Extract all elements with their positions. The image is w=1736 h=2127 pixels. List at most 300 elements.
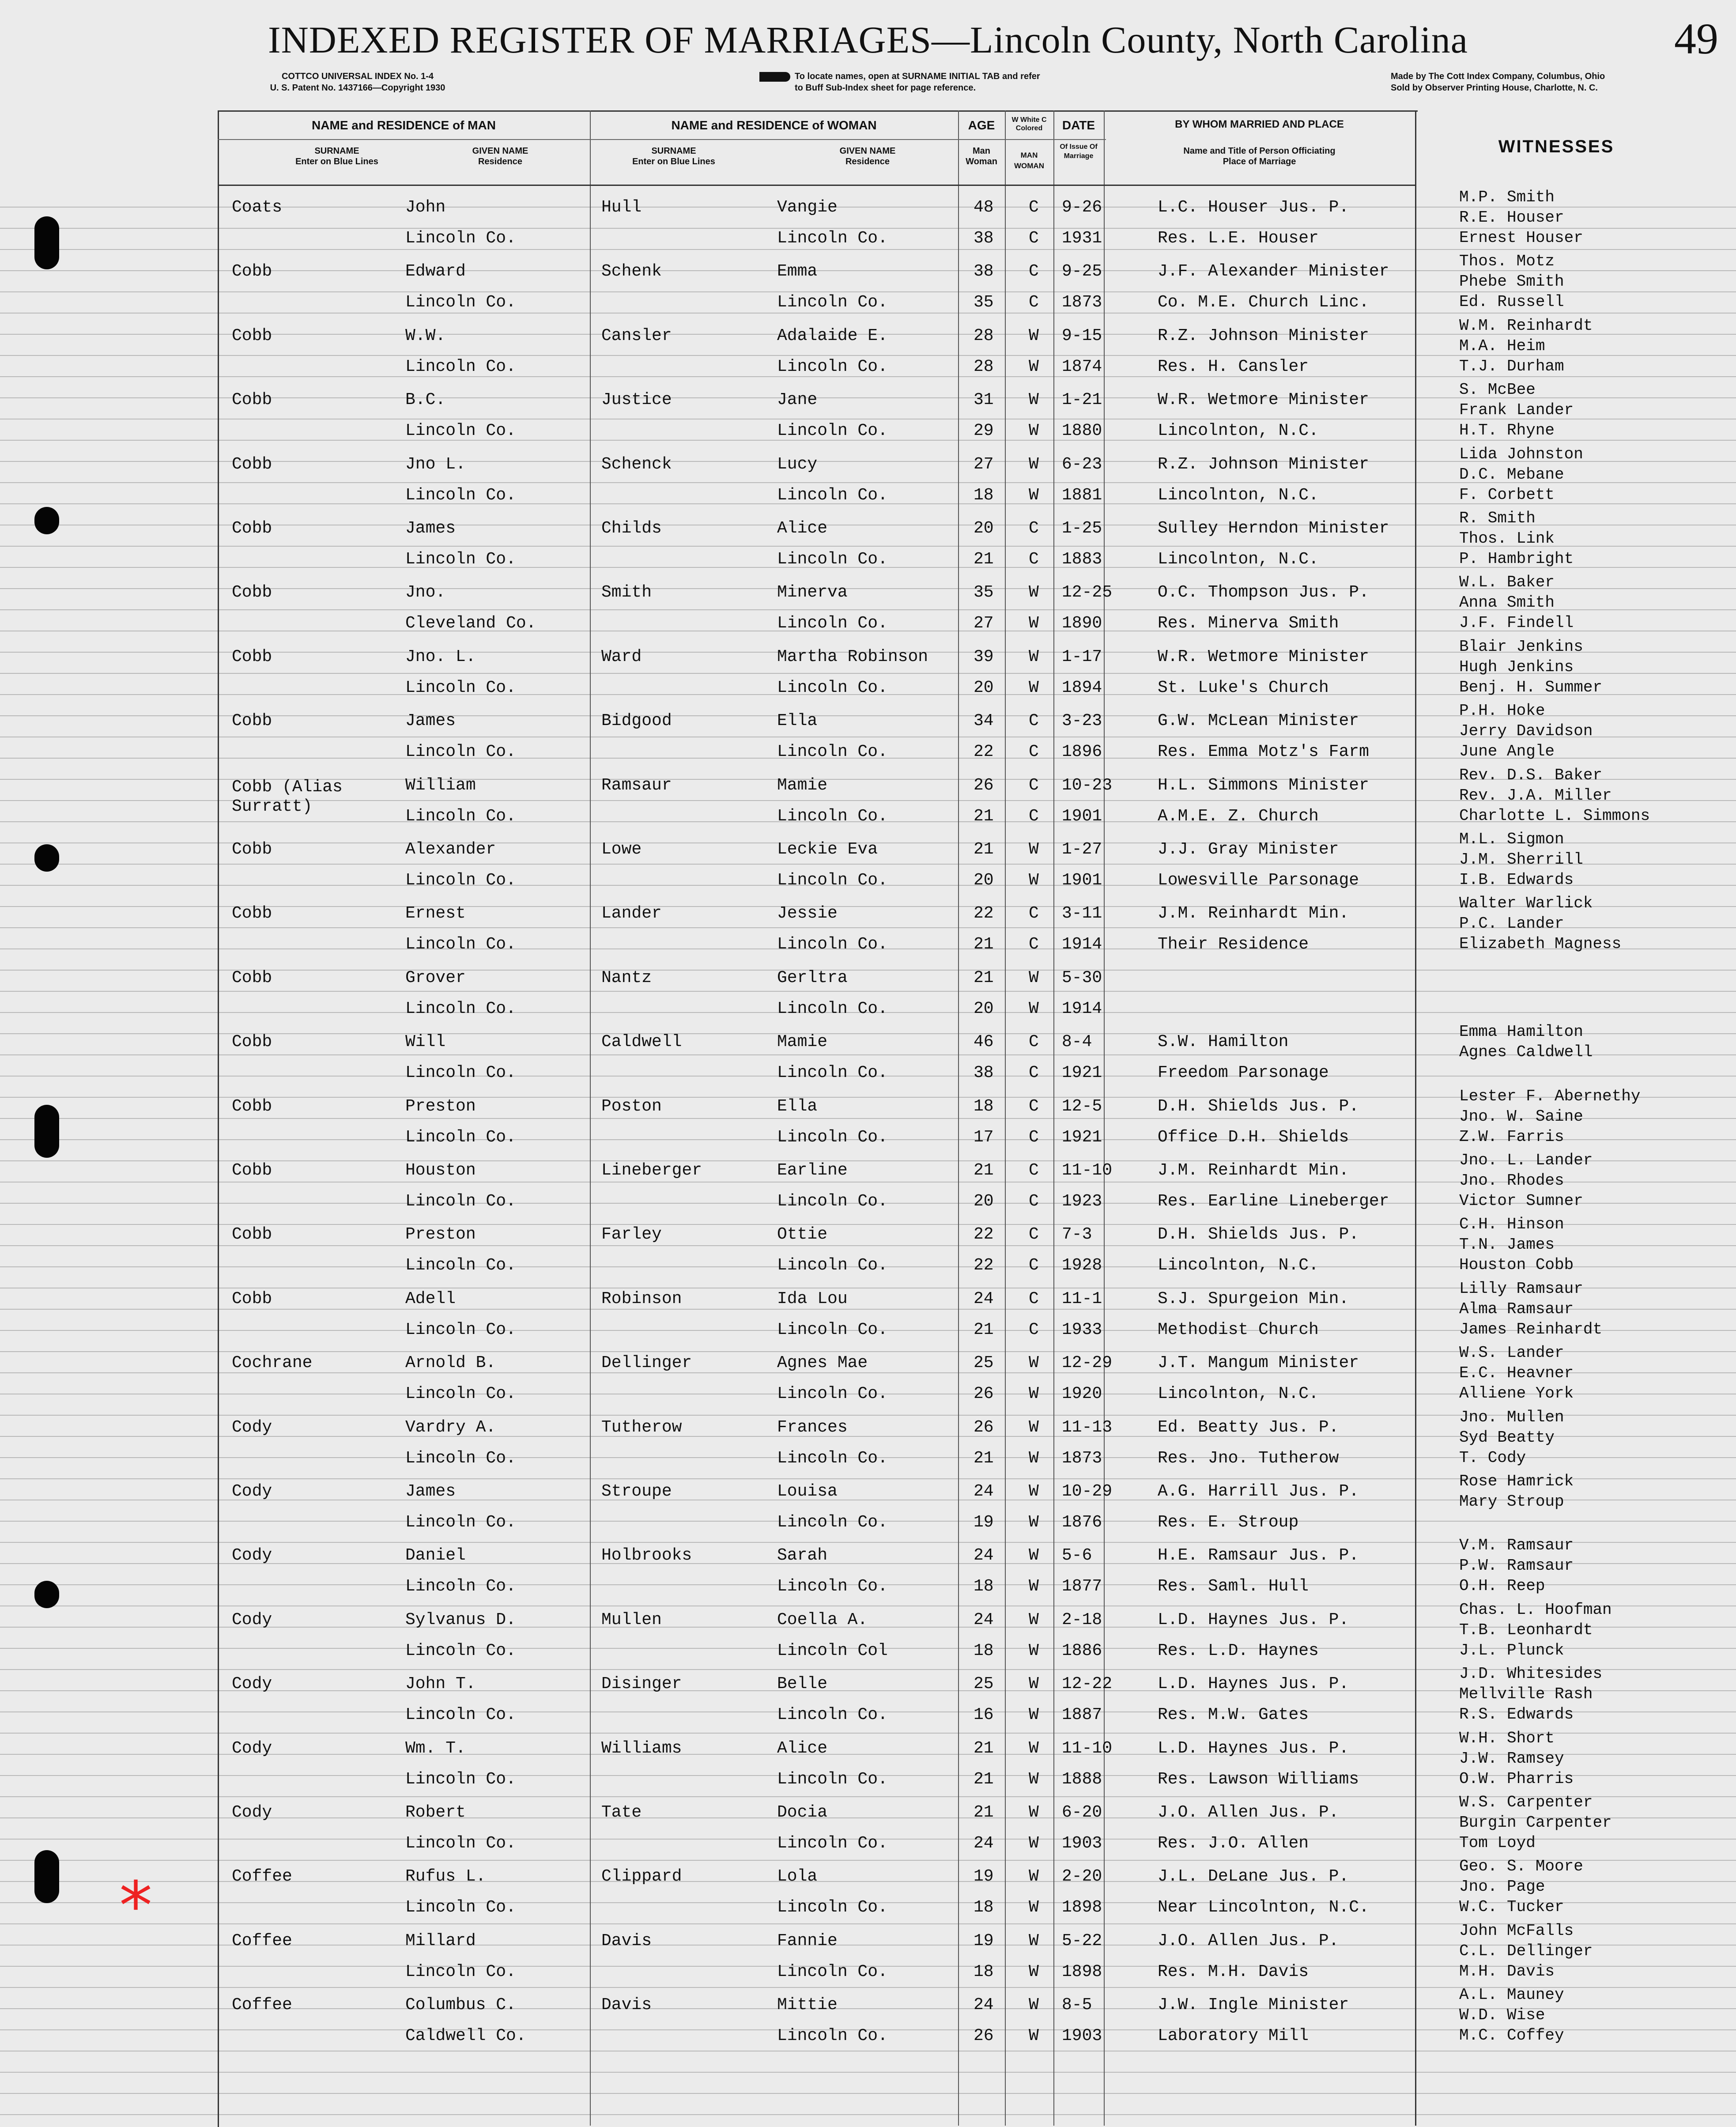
man-given-name: James [405, 711, 456, 730]
marriage-year: 1921 [1062, 1063, 1102, 1082]
man-residence: Lincoln Co. [405, 742, 516, 761]
man-surname: Cobb [232, 455, 272, 474]
man-residence: Lincoln Co. [405, 421, 516, 440]
marriage-year: 1903 [1062, 1834, 1102, 1853]
woman-residence: Lincoln Co. [777, 2026, 888, 2045]
marriage-year: 1928 [1062, 1256, 1102, 1275]
binder-hole-icon [34, 1105, 59, 1158]
man-surname: Cody [232, 1418, 272, 1437]
man-residence: Lincoln Co. [405, 550, 516, 569]
witness-name: W.S. Carpenter [1459, 1793, 1593, 1811]
witness-name: W.C. Tucker [1459, 1898, 1564, 1916]
age-woman: 29 [974, 421, 994, 440]
witness-name: Hugh Jenkins [1459, 658, 1574, 676]
witness-name: Agnes Caldwell [1459, 1043, 1593, 1061]
officiant: H.L. Simmons Minister [1158, 776, 1369, 795]
marriage-place: Res. Earline Lineberger [1158, 1192, 1389, 1211]
age-woman: 20 [974, 999, 994, 1018]
officiant-group-header: BY WHOM MARRIED AND PLACE [1175, 118, 1344, 130]
witness-name: W.M. Reinhardt [1459, 317, 1593, 335]
officiant: A.G. Harrill Jus. P. [1158, 1482, 1359, 1501]
man-residence: Lincoln Co. [405, 229, 516, 248]
witness-name: Victor Sumner [1459, 1192, 1583, 1210]
marriage-date: 11-1 [1062, 1289, 1102, 1308]
marriage-place: St. Luke's Church [1158, 678, 1329, 697]
man-surname: Cody [232, 1610, 272, 1629]
age-man: 24 [974, 1289, 994, 1308]
race-woman: W [1029, 1770, 1039, 1789]
man-given-name: Preston [405, 1225, 476, 1244]
race-woman: W [1029, 1384, 1039, 1403]
age-woman: 21 [974, 935, 994, 954]
man-surname: Cobb [232, 1289, 272, 1308]
race-woman: C [1029, 1128, 1039, 1147]
man-surname: Cobb (Alias Surratt) [232, 778, 343, 816]
woman-residence: Lincoln Co. [777, 742, 888, 761]
woman-surname-header: SURNAME Enter on Blue Lines [632, 146, 715, 166]
witness-name: Jno. Page [1459, 1878, 1545, 1896]
witness-name: M.C. Coffey [1459, 2026, 1564, 2044]
witness-name: C.L. Dellinger [1459, 1942, 1593, 1960]
age-woman: 22 [974, 742, 994, 761]
man-given-name: Robert [405, 1803, 466, 1822]
witness-name: T.N. James [1459, 1235, 1555, 1254]
marriage-year: 1914 [1062, 999, 1102, 1018]
marriage-year: 1901 [1062, 871, 1102, 890]
man-given-header: GIVEN NAME Residence [472, 146, 528, 166]
woman-surname: Schenk [601, 262, 662, 281]
man-given-name: Sylvanus D. [405, 1610, 516, 1629]
woman-given-name: Ella [777, 1097, 818, 1116]
marriage-place: Lincolnton, N.C. [1158, 421, 1319, 440]
officiant: J.L. DeLane Jus. P. [1158, 1867, 1349, 1886]
man-given-name: Millard [405, 1931, 476, 1950]
witness-name: J.D. Whitesides [1459, 1665, 1603, 1683]
index-notice: COTTCO UNIVERSAL INDEX No. 1-4 U. S. Patent No. 1437166—Copyright 1930 [270, 72, 445, 93]
woman-given-name: Louisa [777, 1482, 838, 1501]
woman-surname: Tutherow [601, 1418, 682, 1437]
age-man: 19 [974, 1931, 994, 1950]
woman-residence: Lincoln Co. [777, 1513, 888, 1532]
marriage-place: Lowesville Parsonage [1158, 871, 1359, 890]
witness-name: J.F. Findell [1459, 614, 1574, 632]
woman-surname: Hull [601, 198, 642, 217]
race-woman: W [1029, 421, 1039, 440]
woman-given-name: Martha Robinson [777, 647, 928, 666]
date-header: DATE [1062, 118, 1095, 132]
age-man: 21 [974, 1803, 994, 1822]
marriage-date: 6-20 [1062, 1803, 1102, 1822]
woman-surname: Caldwell [601, 1032, 682, 1051]
page-title: INDEXED REGISTER OF MARRIAGES—Lincoln County, North Carolina [268, 19, 1468, 61]
age-woman: 20 [974, 678, 994, 697]
woman-residence: Lincoln Co. [777, 1256, 888, 1275]
age-woman: 21 [974, 1770, 994, 1789]
marriage-date: 6-23 [1062, 455, 1102, 474]
witness-name: Mary Stroup [1459, 1492, 1564, 1511]
marriage-place: Lincolnton, N.C. [1158, 486, 1319, 505]
race-man: W [1029, 1418, 1039, 1437]
officiant: D.H. Shields Jus. P. [1158, 1225, 1359, 1244]
race-man: W [1029, 840, 1039, 859]
man-surname: Cobb [232, 1032, 272, 1051]
race-man: C [1029, 1225, 1039, 1244]
column-divider [590, 110, 591, 2126]
witness-name: W.D. Wise [1459, 2006, 1545, 2024]
officiant: G.W. McLean Minister [1158, 711, 1359, 730]
man-residence: Lincoln Co. [405, 807, 516, 826]
woman-given-name: Mamie [777, 776, 828, 795]
race-man: W [1029, 1610, 1039, 1629]
woman-surname: Farley [601, 1225, 662, 1244]
woman-given-name: Mamie [777, 1032, 828, 1051]
woman-surname: Schenck [601, 455, 672, 474]
witness-name: Jno. Rhodes [1459, 1171, 1564, 1190]
witness-name: Jno. L. Lander [1459, 1151, 1593, 1169]
man-surname: Coffee [232, 1931, 292, 1950]
marriage-date: 1-27 [1062, 840, 1102, 859]
man-surname: Cobb [232, 968, 272, 987]
race-woman: W [1029, 678, 1039, 697]
witness-name: P.W. Ramsaur [1459, 1557, 1574, 1575]
marriage-year: 1880 [1062, 421, 1102, 440]
race-man: W [1029, 1482, 1039, 1501]
woman-surname: Disinger [601, 1674, 682, 1693]
man-given-name: William [405, 776, 476, 795]
age-woman: 18 [974, 1641, 994, 1660]
man-surname: Cobb [232, 840, 272, 859]
woman-residence: Lincoln Co. [777, 1705, 888, 1724]
age-woman: 17 [974, 1128, 994, 1147]
man-surname: Coffee [232, 1995, 292, 2014]
age-woman: 21 [974, 807, 994, 826]
witness-name: Jno. W. Saine [1459, 1107, 1583, 1126]
officiant: W.R. Wetmore Minister [1158, 390, 1369, 409]
race-man: C [1029, 776, 1039, 795]
marriage-date: 3-11 [1062, 904, 1102, 923]
age-woman: 20 [974, 871, 994, 890]
witness-name: Lester F. Abernethy [1459, 1087, 1641, 1105]
age-woman: 21 [974, 1320, 994, 1339]
officiant: J.T. Mangum Minister [1158, 1353, 1359, 1372]
woman-given-name: Fannie [777, 1931, 838, 1950]
woman-surname: Davis [601, 1931, 652, 1950]
man-given-name: Daniel [405, 1546, 466, 1565]
column-divider [1415, 110, 1416, 2126]
woman-given-name: Earline [777, 1161, 848, 1180]
man-surname: Cobb [232, 390, 272, 409]
man-residence: Lincoln Co. [405, 1705, 516, 1724]
woman-given-name: Ida Lou [777, 1289, 848, 1308]
witness-name: Thos. Motz [1459, 252, 1555, 270]
marriage-date: 10-29 [1062, 1482, 1113, 1501]
witness-name: Alma Ramsaur [1459, 1300, 1574, 1318]
officiant: S.J. Spurgeion Min. [1158, 1289, 1349, 1308]
witness-name: C.H. Hinson [1459, 1215, 1564, 1233]
marriage-year: 1931 [1062, 229, 1102, 248]
witness-name: Phebe Smith [1459, 272, 1564, 291]
race-woman: C [1029, 742, 1039, 761]
woman-residence: Lincoln Co. [777, 357, 888, 376]
age-woman: 18 [974, 1962, 994, 1981]
witness-name: Benj. H. Summer [1459, 678, 1603, 696]
man-given-name: Columbus C. [405, 1995, 516, 2014]
officiant: J.M. Reinhardt Min. [1158, 904, 1349, 923]
officiant: R.Z. Johnson Minister [1158, 455, 1369, 474]
marriage-place: Office D.H. Shields [1158, 1128, 1349, 1147]
column-divider [1104, 110, 1105, 2126]
age-man: 27 [974, 455, 994, 474]
witness-name: J.M. Sherrill [1459, 850, 1583, 869]
woman-residence: Lincoln Co. [777, 1449, 888, 1468]
marriage-year: 1886 [1062, 1641, 1102, 1660]
witness-name: Lilly Ramsaur [1459, 1280, 1583, 1298]
woman-residence: Lincoln Col [777, 1641, 888, 1660]
woman-surname: Tate [601, 1803, 642, 1822]
race-woman: W [1029, 486, 1039, 505]
officiant: L.D. Haynes Jus. P. [1158, 1610, 1349, 1629]
marriage-year: 1873 [1062, 293, 1102, 312]
woman-given-name: Alice [777, 1739, 828, 1758]
witness-name: F. Corbett [1459, 486, 1555, 504]
marriage-place: Co. M.E. Church Linc. [1158, 293, 1369, 312]
marriage-place: Res. Minerva Smith [1158, 614, 1339, 633]
man-surname: Cody [232, 1546, 272, 1565]
race-man: W [1029, 390, 1039, 409]
race-woman: C [1029, 1256, 1039, 1275]
marriage-year: 1921 [1062, 1128, 1102, 1147]
marriage-date: 11-10 [1062, 1739, 1113, 1758]
pointing-hand-icon [759, 72, 790, 82]
man-residence: Lincoln Co. [405, 293, 516, 312]
woman-residence: Lincoln Co. [777, 1898, 888, 1917]
man-given-name: Rufus L. [405, 1867, 486, 1886]
age-man: 24 [974, 1482, 994, 1501]
witness-name: W.S. Lander [1459, 1344, 1564, 1362]
race-woman: W [1029, 999, 1039, 1018]
marriage-place: Res. E. Stroup [1158, 1513, 1299, 1532]
column-divider [1005, 110, 1006, 2126]
witness-name: V.M. Ramsaur [1459, 1536, 1574, 1554]
man-surname: Cody [232, 1674, 272, 1693]
race-woman: W [1029, 1705, 1039, 1724]
race-woman: C [1029, 935, 1039, 954]
man-residence: Lincoln Co. [405, 871, 516, 890]
marriage-date: 3-23 [1062, 711, 1102, 730]
man-residence: Lincoln Co. [405, 935, 516, 954]
woman-surname: Stroupe [601, 1482, 672, 1501]
woman-residence: Lincoln Co. [777, 1320, 888, 1339]
woman-given-name: Jane [777, 390, 818, 409]
marriage-year: 1881 [1062, 486, 1102, 505]
race-man: C [1029, 711, 1039, 730]
date-sub-header: Of Issue Of Marriage [1060, 143, 1098, 160]
woman-given-name: Vangie [777, 198, 838, 217]
age-header: AGE [968, 118, 995, 132]
marriage-year: 1901 [1062, 807, 1102, 826]
witness-name: Walter Warlick [1459, 894, 1593, 912]
marriage-year: 1890 [1062, 614, 1102, 633]
binder-hole-icon [34, 1581, 59, 1608]
man-given-name: Jno. L. [405, 647, 476, 666]
red-asterisk-marker: * [119, 1868, 152, 1945]
age-man: 31 [974, 390, 994, 409]
man-given-name: Preston [405, 1097, 476, 1116]
marriage-place: Res. Lawson Williams [1158, 1770, 1359, 1789]
woman-surname: Lineberger [601, 1161, 702, 1180]
man-given-name: Alexander [405, 840, 496, 859]
age-woman: 27 [974, 614, 994, 633]
binder-hole-icon [34, 844, 59, 872]
age-man: 35 [974, 583, 994, 602]
man-residence: Lincoln Co. [405, 486, 516, 505]
race-man: W [1029, 1739, 1039, 1758]
marriage-place: Res. L.D. Haynes [1158, 1641, 1319, 1660]
age-woman: 26 [974, 2026, 994, 2045]
marriage-date: 8-5 [1062, 1995, 1092, 2014]
marriage-date: 7-3 [1062, 1225, 1092, 1244]
marriage-place: Methodist Church [1158, 1320, 1319, 1339]
officiant: D.H. Shields Jus. P. [1158, 1097, 1359, 1116]
woman-surname: Robinson [601, 1289, 682, 1308]
age-man: 34 [974, 711, 994, 730]
age-man: 22 [974, 904, 994, 923]
age-man: 48 [974, 198, 994, 217]
marriage-year: 1920 [1062, 1384, 1102, 1403]
man-residence: Lincoln Co. [405, 1513, 516, 1532]
race-woman: C [1029, 550, 1039, 569]
woman-given-name: Adalaide E. [777, 326, 888, 345]
man-surname: Cobb [232, 1097, 272, 1116]
witness-name: Elizabeth Magness [1459, 935, 1622, 953]
man-given-name: B.C. [405, 390, 446, 409]
woman-given-name: Agnes Mae [777, 1353, 868, 1372]
race-woman: C [1029, 807, 1039, 826]
officiant: Ed. Beatty Jus. P. [1158, 1418, 1339, 1437]
woman-residence: Lincoln Co. [777, 1192, 888, 1211]
man-surname: Cody [232, 1739, 272, 1758]
man-surname: Cobb [232, 647, 272, 666]
woman-residence: Lincoln Co. [777, 486, 888, 505]
witness-name: W.H. Short [1459, 1729, 1555, 1747]
witness-name: Jno. Mullen [1459, 1408, 1564, 1426]
race-woman: W [1029, 1641, 1039, 1660]
man-surname: Coats [232, 198, 283, 217]
witness-name: W.L. Baker [1459, 573, 1555, 591]
woman-surname: Dellinger [601, 1353, 692, 1372]
man-given-name: Jno. [405, 583, 446, 602]
man-residence: Lincoln Co. [405, 1898, 516, 1917]
man-residence: Lincoln Co. [405, 1192, 516, 1211]
age-man: 24 [974, 1995, 994, 2014]
man-surname: Cody [232, 1482, 272, 1501]
man-given-name: Will [405, 1032, 446, 1051]
woman-residence: Lincoln Co. [777, 1962, 888, 1981]
age-woman: 18 [974, 1577, 994, 1596]
woman-residence: Lincoln Co. [777, 999, 888, 1018]
woman-surname: Ramsaur [601, 776, 672, 795]
witness-name: Chas. L. Hoofman [1459, 1601, 1612, 1619]
race-woman: C [1029, 293, 1039, 312]
marriage-place: Lincolnton, N.C. [1158, 1384, 1319, 1403]
woman-residence: Lincoln Co. [777, 550, 888, 569]
woman-given-name: Frances [777, 1418, 848, 1437]
age-woman: 26 [974, 1384, 994, 1403]
marriage-date: 5-6 [1062, 1546, 1092, 1565]
man-surname: Cochrane [232, 1353, 313, 1372]
woman-given-name: Coella A. [777, 1610, 868, 1629]
witness-name: Rev. D.S. Baker [1459, 766, 1603, 784]
race-man: C [1029, 1161, 1039, 1180]
man-surname: Cobb [232, 262, 272, 281]
woman-surname: Lowe [601, 840, 642, 859]
race-man: W [1029, 1867, 1039, 1886]
officiant: J.F. Alexander Minister [1158, 262, 1389, 281]
man-residence: Lincoln Co. [405, 1577, 516, 1596]
witness-name: A.L. Mauney [1459, 1986, 1564, 2004]
age-man: 22 [974, 1225, 994, 1244]
woman-residence: Lincoln Co. [777, 1063, 888, 1082]
officiant: W.R. Wetmore Minister [1158, 647, 1369, 666]
man-given-name: Vardry A. [405, 1418, 496, 1437]
witness-name: M.A. Heim [1459, 337, 1545, 355]
woman-residence: Lincoln Co. [777, 229, 888, 248]
man-surname: Cobb [232, 519, 272, 538]
man-residence: Caldwell Co. [405, 2026, 526, 2045]
race-man: W [1029, 455, 1039, 474]
marriage-place: Their Residence [1158, 935, 1309, 954]
marriage-year: 1883 [1062, 550, 1102, 569]
race-man: W [1029, 1353, 1039, 1372]
age-man: 21 [974, 1161, 994, 1180]
race-man: W [1029, 1674, 1039, 1693]
race-man: C [1029, 1289, 1039, 1308]
witness-name: Thos. Link [1459, 529, 1555, 548]
header-bottom [218, 185, 1416, 186]
officiant: S.W. Hamilton [1158, 1032, 1289, 1051]
header-divider [218, 139, 1106, 140]
woman-surname: Nantz [601, 968, 652, 987]
marriage-place: Res. H. Cansler [1158, 357, 1309, 376]
race-man: C [1029, 1097, 1039, 1116]
witness-name: Frank Lander [1459, 401, 1574, 419]
witness-name: P.C. Lander [1459, 914, 1564, 933]
marriage-year: 1894 [1062, 678, 1102, 697]
officiant-sub-header: Name and Title of Person Officiating Place of Marriage [1183, 146, 1336, 166]
woman-residence: Lincoln Co. [777, 1577, 888, 1596]
woman-given-name: Lucy [777, 455, 818, 474]
witness-name: Z.W. Farris [1459, 1128, 1564, 1146]
marriage-date: 10-23 [1062, 776, 1113, 795]
age-woman: 24 [974, 1834, 994, 1853]
witness-name: Blair Jenkins [1459, 638, 1583, 656]
marriage-year: 1888 [1062, 1770, 1102, 1789]
age-sub-header: Man Woman [966, 146, 997, 166]
witness-name: H.T. Rhyne [1459, 421, 1555, 439]
witness-name: M.H. Davis [1459, 1962, 1555, 1980]
woman-given-header: GIVEN NAME Residence [839, 146, 896, 166]
witness-name: Rev. J.A. Miller [1459, 786, 1612, 805]
witness-name: Ernest Houser [1459, 229, 1583, 247]
race-woman: W [1029, 1449, 1039, 1468]
officiant: O.C. Thompson Jus. P. [1158, 583, 1369, 602]
age-man: 21 [974, 1739, 994, 1758]
woman-residence: Lincoln Co. [777, 614, 888, 633]
officiant: H.E. Ramsaur Jus. P. [1158, 1546, 1359, 1565]
officiant: L.C. Houser Jus. P. [1158, 198, 1349, 217]
man-residence: Lincoln Co. [405, 357, 516, 376]
witness-name: Lida Johnston [1459, 445, 1583, 463]
